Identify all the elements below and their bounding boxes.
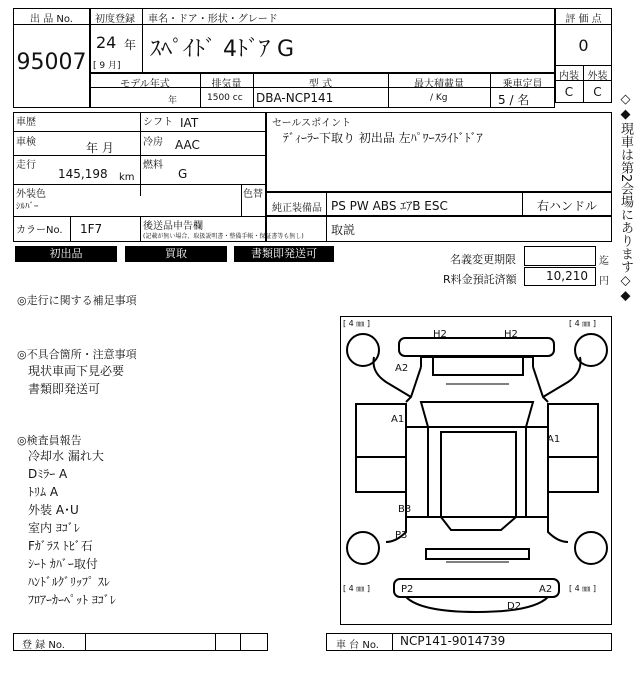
interior-score: C: [564, 85, 574, 99]
fuel-label: 燃料: [143, 160, 163, 171]
reg-month: [ 9 月]: [93, 61, 121, 71]
inspector-line: Fｶﾞﾗｽ ﾄﾋﾞ石: [28, 539, 93, 553]
name-change-unit: 迄: [599, 256, 609, 267]
name-change-label: 名義変更期限: [450, 253, 516, 266]
equipment-label: 純正装備品: [272, 203, 322, 214]
inspector-line: ｼｰﾄ ｶﾊﾞｰ取付: [28, 557, 98, 571]
tag-docs-ready: 書類即発送可: [234, 246, 334, 262]
max-load-value: / Kg: [430, 93, 448, 103]
capacity-label: 乗車定員: [502, 79, 543, 90]
chassis-label: 車 台 No.: [336, 640, 379, 651]
tire-tl: [ 4 ㎜ ]: [343, 319, 370, 328]
ac-value: AAC: [175, 138, 200, 152]
model-year-label: モデル年式: [120, 79, 170, 90]
name-change-field: [524, 246, 596, 266]
mark-h2-right: H2: [504, 329, 518, 340]
mark-p2: P2: [401, 584, 414, 595]
aftermarket-value: 取説: [331, 223, 356, 237]
max-load-label: 最大積載量: [414, 79, 464, 90]
color-change-label: 色替: [243, 189, 263, 200]
reg-year-unit: 年: [124, 38, 137, 52]
aftermarket-box: [266, 216, 612, 242]
mileage-unit: km: [119, 172, 135, 183]
color-no-value: 1F7: [80, 222, 103, 236]
recycle-value: 10,210: [546, 269, 588, 283]
ac-label: 冷房: [143, 137, 163, 148]
mileage-value: 145,198: [58, 167, 108, 181]
shift-label: シフト: [143, 117, 173, 128]
displacement-value: 1500 cc: [207, 93, 243, 103]
car-outline: [341, 317, 613, 626]
inspector-line: ﾊﾝﾄﾞﾙｸﾞﾘｯﾌﾟ ｽﾚ: [28, 575, 110, 589]
tire-bl: [ 4 ㎜ ]: [343, 584, 370, 593]
recycle-label: R料金預託済額: [443, 273, 517, 286]
displacement-label: 排気量: [211, 79, 242, 90]
tag-purchase: 買取: [125, 246, 227, 262]
defect-notes-title: ◎不具合箇所・注意事項: [17, 348, 137, 361]
tire-br: [ 4 ㎜ ]: [569, 584, 596, 593]
model-year-unit: 年: [168, 96, 178, 106]
exterior-label: 外装: [587, 71, 608, 82]
exterior-score: C: [593, 85, 602, 99]
ext-color-value: ｼﾙﾊﾞｰ: [16, 202, 39, 212]
recycle-unit: 円: [599, 276, 609, 287]
inspector-line: 室内 ﾖｺﾞﾚ: [28, 521, 80, 535]
sales-text: ﾃﾞｨｰﾗｰ下取り 初出品 左ﾊﾟﾜｰｽﾗｲﾄﾞﾄﾞｱ: [283, 131, 483, 145]
interior-label: 内装: [559, 71, 579, 82]
reg-no-label: 登 録 No.: [22, 640, 65, 651]
capacity-value: 5 / 名: [498, 93, 530, 107]
sales-label: セールスポイント: [272, 118, 352, 129]
model-value: DBA-NCP141: [256, 91, 334, 105]
reg-year: 24: [96, 33, 117, 52]
ext-color-label: 外装色: [16, 189, 46, 200]
mark-a1-right: A1: [547, 434, 561, 445]
mark-h2-left: H2: [433, 329, 447, 340]
reg-date-label: 初度登録: [95, 14, 135, 25]
steering-value: 右ハンドル: [537, 199, 598, 213]
score-value: 0: [578, 36, 589, 55]
inspector-line: Dﾐﾗｰ A: [28, 467, 68, 481]
defect-line: 現状車両下見必要: [28, 364, 125, 378]
inspector-line: 外装 A･U: [28, 503, 79, 517]
car-title: ｽﾍﾟｲﾄﾞ 4ﾄﾞｱ G: [150, 37, 295, 62]
lot-label: 出 品 No.: [30, 14, 73, 25]
fuel-value: G: [178, 167, 188, 181]
mark-b3: B3: [398, 504, 412, 515]
inspection-value: 年 月: [86, 141, 114, 155]
history-label: 車歴: [16, 117, 36, 128]
mark-a1-left: A1: [391, 414, 405, 425]
tire-tr: [ 4 ㎜ ]: [569, 319, 596, 328]
inspector-line: 冷却水 漏れ大: [28, 449, 104, 463]
lot-number: 95007: [16, 50, 87, 75]
inspection-label: 車検: [16, 137, 36, 148]
mark-a2-front: A2: [395, 363, 409, 374]
car-title-label: 車名・ドア・形状・グレード: [148, 14, 278, 25]
model-label: 型 式: [308, 79, 333, 90]
inspector-line: ﾄﾘﾑ A: [28, 485, 59, 499]
car-diagram: [340, 316, 612, 625]
inspector-notes-title: ◎検査員報告: [17, 434, 82, 447]
mark-d2: D2: [507, 601, 522, 612]
inspector-line: ﾌﾛｱｰｶｰﾍﾟｯﾄ ﾖｺﾞﾚ: [28, 593, 116, 607]
venue-notice: ◇◆現車は第2会場にあります◇◆: [618, 92, 633, 304]
aftermarket-note: (記載が無い場合、取扱説明書・整備手帳・保証書等も無し): [143, 233, 304, 240]
equipment-value: PS PW ABS ｴｱB ESC: [331, 199, 448, 213]
color-no-label: カラーNo.: [16, 225, 63, 236]
score-label: 評 価 点: [565, 14, 602, 25]
driving-notes-title: ◎走行に関する補足事項: [17, 294, 137, 307]
mark-p3: P3: [395, 530, 408, 541]
shift-value: IAT: [180, 116, 199, 130]
chassis-value: NCP141-9014739: [400, 634, 506, 648]
defect-line: 書類即発送可: [28, 382, 101, 396]
aftermarket-label: 後送品申告欄: [143, 221, 203, 232]
mark-a2-rear: A2: [539, 584, 553, 595]
mileage-label: 走行: [16, 160, 36, 171]
tag-first-listing: 初出品: [15, 246, 117, 262]
